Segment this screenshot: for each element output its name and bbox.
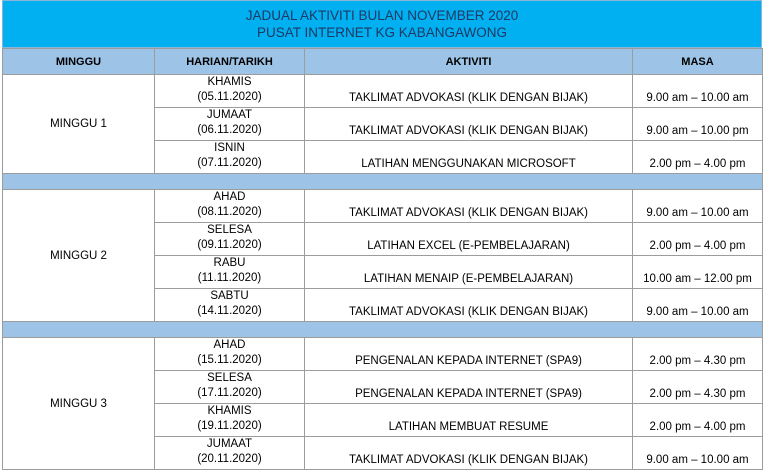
time-cell: 9.00 am – 10.00 pm	[633, 108, 763, 141]
table-row	[3, 190, 763, 223]
day-name: ISNIN	[214, 142, 245, 154]
week-separator-row	[3, 322, 763, 338]
activity-cell: PENGENALAN KEPADA INTERNET (SPA9)	[305, 338, 633, 371]
day-name: JUMAAT	[206, 438, 253, 450]
activity-cell: LATIHAN EXCEL (E-PEMBELAJARAN)	[305, 223, 633, 256]
date-value: (14.11.2020)	[197, 305, 262, 317]
week-separator	[3, 322, 763, 338]
day-name: AHAD	[213, 191, 246, 203]
activity-cell: LATIHAN MENAIP (E-PEMBELAJARAN)	[305, 256, 633, 289]
header-time: MASA	[633, 49, 763, 75]
header-activity: AKTIVITI	[305, 49, 633, 75]
week-label: MINGGU 3	[3, 338, 155, 470]
date-value: (07.11.2020)	[197, 157, 262, 169]
table-row	[3, 75, 763, 108]
schedule-title	[2, 0, 762, 48]
date-value: (20.11.2020)	[197, 453, 262, 465]
time-cell: 2.00 pm – 4.00 pm	[633, 404, 763, 437]
day-date-cell	[155, 75, 305, 108]
activity-cell: TAKLIMAT ADVOKASI (KLIK DENGAN BIJAK)	[305, 75, 633, 108]
week-separator	[3, 174, 763, 190]
day-date-cell	[155, 190, 305, 223]
day-name: SELESA	[207, 224, 252, 236]
week-label: MINGGU 2	[3, 190, 155, 322]
time-cell: 2.00 pm – 4.30 pm	[633, 371, 763, 404]
date-value: (08.11.2020)	[197, 206, 262, 218]
activity-cell: TAKLIMAT ADVOKASI (KLIK DENGAN BIJAK)	[305, 437, 633, 470]
date-value: (11.11.2020)	[197, 272, 262, 284]
activity-cell: LATIHAN MENGGUNAKAN MICROSOFT	[305, 141, 633, 174]
title-line-2: PUSAT INTERNET KG KABANGAWONG	[256, 25, 508, 40]
activity-cell: TAKLIMAT ADVOKASI (KLIK DENGAN BIJAK)	[305, 190, 633, 223]
time-cell: 10.00 am – 12.00 pm	[633, 256, 763, 289]
header-row	[3, 49, 763, 75]
time-cell: 2.00 pm – 4.00 pm	[633, 141, 763, 174]
date-value: (09.11.2020)	[197, 239, 262, 251]
day-date-cell	[155, 338, 305, 371]
day-name: JUMAAT	[206, 109, 253, 121]
table-row	[3, 338, 763, 371]
activity-cell: TAKLIMAT ADVOKASI (KLIK DENGAN BIJAK)	[305, 108, 633, 141]
day-date-cell	[155, 256, 305, 289]
time-cell: 9.00 am – 10.00 am	[633, 289, 763, 322]
day-name: KHAMIS	[207, 405, 252, 417]
header-week: MINGGU	[3, 49, 155, 75]
time-cell: 2.00 pm – 4.00 pm	[633, 223, 763, 256]
week-label: MINGGU 1	[3, 75, 155, 174]
time-cell: 9.00 am – 10.00 am	[633, 190, 763, 223]
day-date-cell	[155, 371, 305, 404]
day-name: RABU	[213, 257, 246, 269]
date-value: (15.11.2020)	[197, 354, 262, 366]
day-name: KHAMIS	[207, 76, 252, 88]
day-name: SABTU	[210, 290, 249, 302]
time-cell: 2.00 pm – 4.30 pm	[633, 338, 763, 371]
activity-cell: LATIHAN MEMBUAT RESUME	[305, 404, 633, 437]
day-date-cell	[155, 404, 305, 437]
time-cell: 9.00 am – 10.00 am	[633, 437, 763, 470]
header-day-date: HARIAN/TARIKH	[155, 49, 305, 75]
day-name: SELESA	[207, 372, 252, 384]
time-cell: 9.00 am – 10.00 am	[633, 75, 763, 108]
date-value: (05.11.2020)	[197, 91, 262, 103]
day-date-cell	[155, 223, 305, 256]
week-separator-row	[3, 174, 763, 190]
day-date-cell	[155, 289, 305, 322]
activity-cell: PENGENALAN KEPADA INTERNET (SPA9)	[305, 371, 633, 404]
title-line-1: JADUAL AKTIVITI BULAN NOVEMBER 2020	[245, 8, 519, 23]
day-date-cell	[155, 108, 305, 141]
activity-cell: TAKLIMAT ADVOKASI (KLIK DENGAN BIJAK)	[305, 289, 633, 322]
schedule-table	[2, 48, 763, 470]
day-name: AHAD	[213, 339, 246, 351]
date-value: (06.11.2020)	[197, 124, 262, 136]
date-value: (17.11.2020)	[197, 387, 262, 399]
day-date-cell	[155, 141, 305, 174]
day-date-cell	[155, 437, 305, 470]
date-value: (19.11.2020)	[197, 420, 262, 432]
